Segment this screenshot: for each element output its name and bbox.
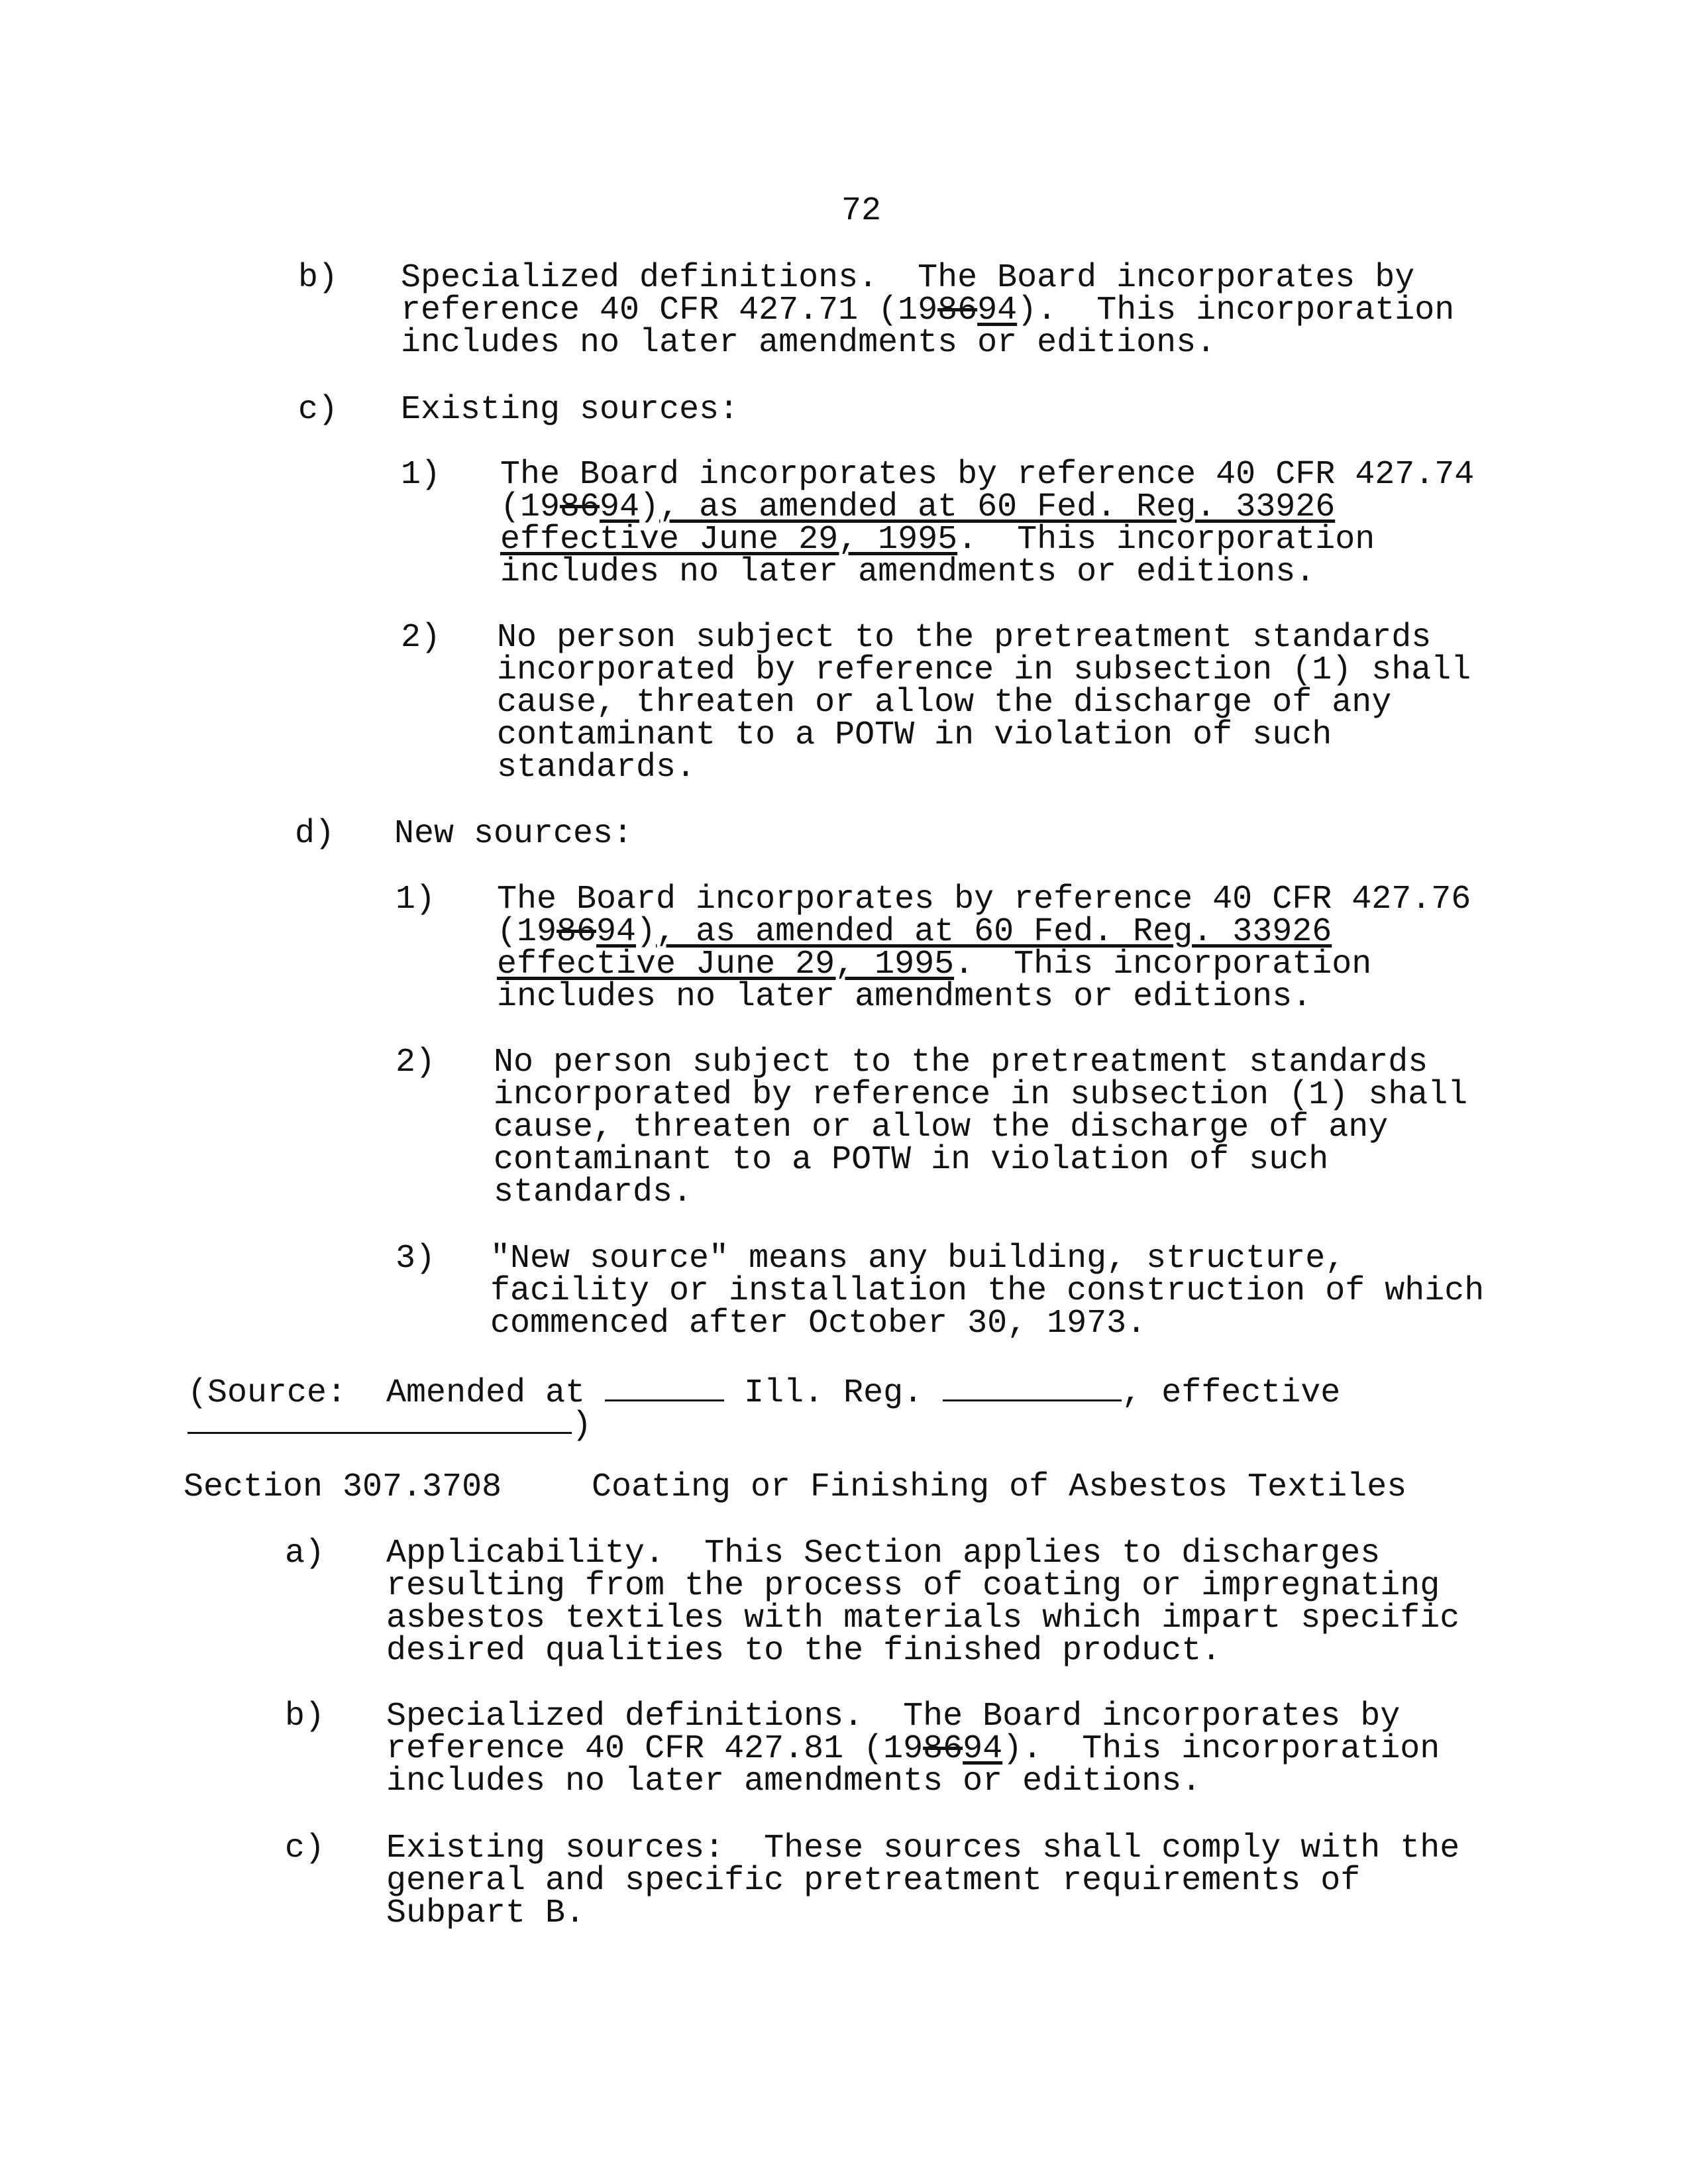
blank-page [943, 1373, 1122, 1401]
blank-volume [605, 1373, 724, 1401]
source-note-line2 [187, 1405, 592, 1445]
paragraph-line: Specialized definitions. The Board incorporates by [401, 259, 1415, 297]
paragraph-line: standards. [494, 1174, 693, 1211]
item-label-d1: 1) [396, 881, 436, 918]
text-run: . This incorporation [954, 946, 1372, 983]
inserted-text: , as amended at 60 Fed. Reg. 33926 [659, 488, 1336, 526]
subheading-new-sources: New sources: [394, 815, 633, 853]
text-run: reference 40 CFR 427.71 (19 [401, 292, 938, 329]
text-run: Ill. Reg. [744, 1374, 924, 1412]
item-label-c: c) [298, 391, 339, 429]
text-run: ) [636, 913, 657, 951]
deleted-text: 86 [937, 292, 978, 329]
text-run: ). This incorporation [1002, 1730, 1440, 1768]
deleted-text: 86 [556, 913, 597, 951]
paragraph-line: commenced after October 30, 1973. [490, 1305, 1147, 1342]
inserted-text: effective June 29, 1995 [500, 521, 958, 559]
item-label-b: b) [298, 259, 339, 297]
inserted-text: 94 [600, 488, 640, 526]
paragraph-line: facility or installation the construction of which [490, 1272, 1485, 1310]
paragraph-line: includes no later amendments or editions. [497, 978, 1312, 1016]
text-run: . This incorporation [957, 521, 1375, 559]
item-label-sec-c: c) [285, 1829, 325, 1867]
paragraph-line: general and specific pretreatment requirements of [386, 1862, 1361, 1900]
paragraph-line: includes no later amendments or editions. [386, 1763, 1202, 1800]
text-run: (Source: Amended at [187, 1374, 586, 1412]
paragraph-line: cause, threaten or allow the discharge of any [494, 1109, 1389, 1146]
paragraph-line [500, 521, 1375, 559]
paragraph-line: contaminant to a POTW in violation of such [494, 1141, 1329, 1179]
paragraph-line: No person subject to the pretreatment standards [494, 1044, 1428, 1081]
paragraph-line: includes no later amendments or editions. [401, 324, 1216, 362]
paragraph-line: asbestos textiles with materials which impart specific [386, 1600, 1460, 1637]
section-number: Section 307.3708 [184, 1468, 502, 1506]
inserted-text: effective June 29, 1995 [497, 946, 955, 983]
paragraph-line: includes no later amendments or editions. [500, 553, 1316, 591]
text-run: (19 [500, 488, 560, 526]
deleted-text: 86 [923, 1730, 963, 1768]
paragraph-line: The Board incorporates by reference 40 CFR 427.74 [500, 456, 1475, 494]
paragraph-line: incorporated by reference in subsection (1) shall [497, 651, 1471, 689]
text-run: ) [639, 488, 660, 526]
text-run: (19 [497, 913, 557, 951]
item-label-d2: 2) [396, 1044, 436, 1081]
item-label-c1: 1) [401, 456, 441, 494]
paragraph-line: contaminant to a POTW in violation of such [497, 716, 1332, 754]
item-label-sec-a: a) [285, 1535, 325, 1572]
item-label-d3: 3) [396, 1240, 436, 1278]
paragraph-line: standards. [497, 749, 696, 787]
text-run: ) [572, 1407, 592, 1445]
source-note-line1 [187, 1373, 1341, 1412]
paragraph-line: Subpart B. [386, 1894, 586, 1932]
subheading-existing-sources: Existing sources: [401, 391, 739, 429]
paragraph-line [401, 294, 1454, 327]
item-label-c2: 2) [401, 619, 441, 657]
inserted-text: 94 [977, 292, 1018, 329]
inserted-text: 94 [596, 913, 637, 951]
paragraph-line [386, 1730, 1440, 1768]
paragraph-line: cause, threaten or allow the discharge of any [497, 684, 1392, 722]
paragraph-line: Applicability. This Section applies to discharges [386, 1535, 1381, 1572]
text-run: , effective [1122, 1374, 1341, 1412]
text-run: ). This incorporation [1017, 292, 1455, 329]
page-number: 72 [841, 192, 882, 230]
item-label-sec-b: b) [285, 1698, 325, 1735]
paragraph-line: incorporated by reference in subsection (1) shall [494, 1076, 1468, 1114]
paragraph-line [500, 488, 1336, 526]
paragraph-line [497, 913, 1332, 951]
paragraph-line: Specialized definitions. The Board incorporates by [386, 1698, 1401, 1735]
paragraph-line: Existing sources: These sources shall comply with the [386, 1829, 1460, 1867]
paragraph-line [497, 948, 1371, 981]
inserted-text: 94 [963, 1730, 1003, 1768]
paragraph-line: desired qualities to the finished product. [386, 1632, 1222, 1670]
blank-effective-date [187, 1405, 572, 1434]
text-run: reference 40 CFR 427.81 (19 [386, 1730, 924, 1768]
item-label-d: d) [295, 815, 335, 853]
paragraph-line: resulting from the process of coating or impregnating [386, 1567, 1440, 1605]
paragraph-line: The Board incorporates by reference 40 CFR 427.76 [497, 881, 1471, 918]
deleted-text: 86 [560, 488, 600, 526]
paragraph-line: No person subject to the pretreatment standards [497, 619, 1432, 657]
inserted-text: , as amended at 60 Fed. Reg. 33926 [656, 913, 1332, 951]
paragraph-line: "New source" means any building, structure, [490, 1240, 1346, 1278]
section-title: Coating or Finishing of Asbestos Textiles [592, 1468, 1407, 1506]
